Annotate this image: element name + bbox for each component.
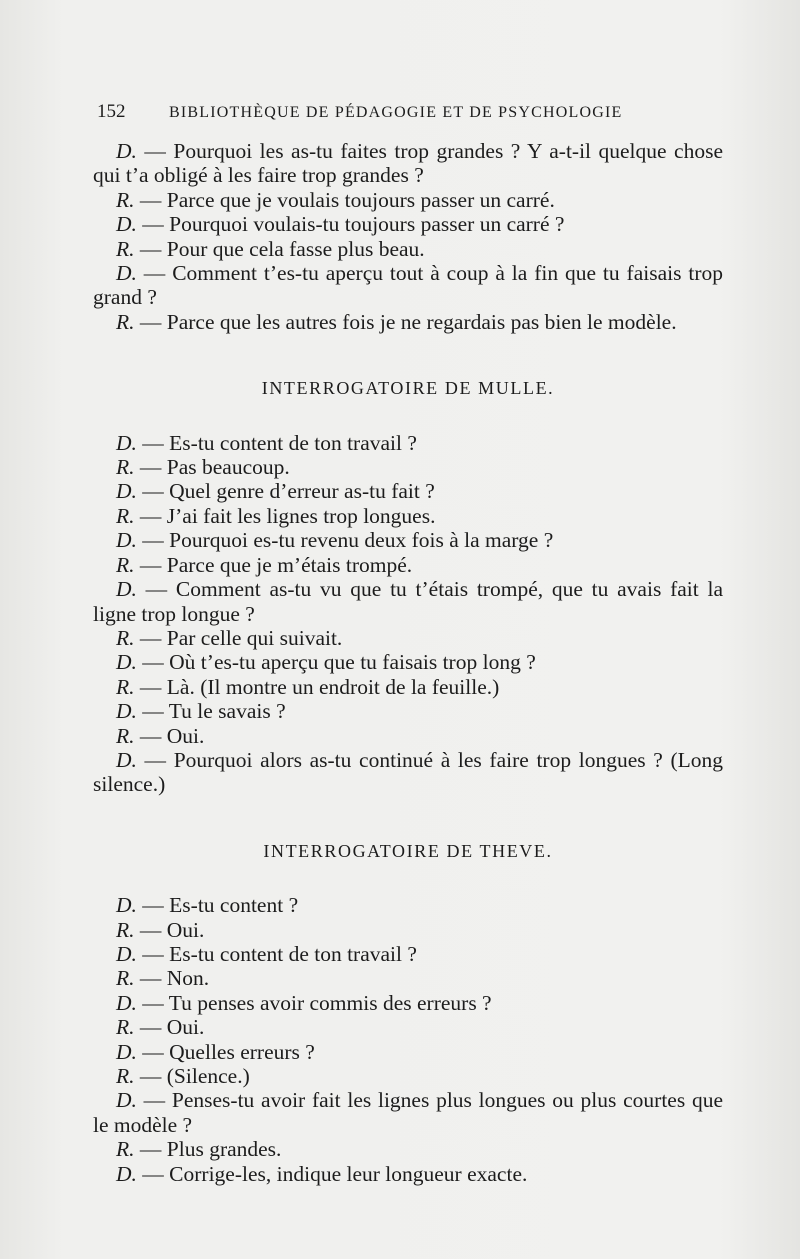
dialogue-line — [93, 261, 723, 310]
dialogue-line — [93, 748, 723, 797]
dialogue-line — [93, 139, 723, 188]
speaker-label: R. — [116, 917, 135, 942]
speaker-label: R. — [116, 723, 135, 748]
speaker-label: D. — [116, 1088, 137, 1113]
dialogue-line — [93, 675, 723, 699]
speaker-label: D. — [116, 261, 137, 286]
dialogue-line — [93, 431, 723, 455]
dialogue-text: — Tu penses avoir commis des erreurs ? — [136, 990, 492, 1015]
dialogue-line — [93, 479, 723, 503]
speaker-label: D. — [116, 699, 137, 724]
dialogue-line — [93, 1162, 723, 1186]
dialogue-text: — Es-tu content de ton travail ? — [136, 941, 417, 966]
page-body — [93, 139, 723, 1186]
dialogue-line — [93, 528, 723, 552]
dialogue-text: — Parce que je voulais toujours passer un carré. — [134, 187, 555, 212]
dialogue-text: — Parce que je m’étais trompé. — [134, 552, 413, 577]
dialogue-text: — Là. (Il montre un endroit de la feuille.) — [134, 674, 500, 699]
dialogue-line — [93, 237, 723, 261]
dialogue-text: — Quelles erreurs ? — [136, 1039, 315, 1064]
dialogue-text: — Par celle qui suivait. — [134, 625, 343, 650]
dialogue-block-1 — [93, 139, 723, 334]
speaker-label: D. — [116, 1039, 137, 1064]
speaker-label: R. — [116, 1015, 135, 1040]
page-header — [97, 100, 657, 125]
dialogue-line — [93, 942, 723, 966]
section-title-theve: INTERROGATOIRE DE THEVE. — [263, 840, 553, 861]
dialogue-line — [93, 1064, 723, 1088]
dialogue-line — [93, 918, 723, 942]
speaker-label: R. — [116, 966, 135, 991]
dialogue-line — [93, 1088, 723, 1137]
dialogue-text: — Plus grandes. — [134, 1137, 282, 1162]
dialogue-text: — Comment as-tu vu que tu t’étais trompé, que tu avais fait la ligne trop longue ? — [93, 577, 723, 626]
dialogue-text: — Oui. — [134, 1015, 205, 1040]
dialogue-line — [93, 1137, 723, 1161]
speaker-label: R. — [116, 552, 135, 577]
speaker-label: R. — [116, 1064, 135, 1088]
dialogue-text: — Parce que les autres fois je ne regardais pas bien le modèle. — [134, 309, 677, 334]
dialogue-line — [93, 650, 723, 674]
dialogue-text: — Tu le savais ? — [136, 699, 286, 724]
dialogue-text: — Oui. — [134, 723, 205, 748]
speaker-label: R. — [116, 625, 135, 650]
dialogue-line — [93, 966, 723, 990]
speaker-label: D. — [116, 577, 137, 602]
dialogue-text: — Quel genre d’erreur as-tu fait ? — [136, 479, 435, 504]
dialogue-line — [93, 455, 723, 479]
dialogue-text: — Pourquoi les as-tu faites trop grandes ? Y a-t-il quelque chose qui t’a obligé à les faire trop grandes ? — [93, 139, 723, 188]
dialogue-line — [93, 991, 723, 1015]
dialogue-text: — Comment t’es-tu aperçu tout à coup à la fin que tu faisais trop grand ? — [93, 261, 723, 310]
dialogue-text: — Pourquoi alors as-tu continué à les faire trop longues ? (Long silence.) — [93, 747, 723, 797]
dialogue-line — [93, 553, 723, 577]
dialogue-text: — Penses-tu avoir fait les lignes plus longues ou plus courtes que le modèle ? — [93, 1088, 723, 1137]
dialogue-text: — Es-tu content de ton travail ? — [136, 430, 417, 455]
speaker-label: R. — [116, 187, 135, 212]
speaker-label: R. — [116, 1137, 135, 1162]
speaker-label: D. — [116, 650, 137, 675]
speaker-label: D. — [116, 139, 137, 163]
speaker-label: R. — [116, 236, 135, 261]
speaker-label: D. — [116, 990, 137, 1015]
dialogue-line — [93, 893, 723, 917]
page-number: 152 — [97, 101, 126, 122]
speaker-label: D. — [116, 747, 137, 772]
dialogue-line — [93, 310, 723, 334]
dialogue-text: — J’ai fait les lignes trop longues. — [134, 503, 436, 528]
dialogue-line — [93, 577, 723, 626]
dialogue-line — [93, 188, 723, 212]
speaker-label: R. — [116, 455, 135, 480]
dialogue-block-theve — [93, 893, 723, 1186]
speaker-label: D. — [116, 430, 137, 455]
speaker-label: D. — [116, 528, 137, 553]
dialogue-line — [93, 724, 723, 748]
running-title: BIBLIOTHÈQUE DE PÉDAGOGIE ET DE PSYCHOLOGIE — [169, 104, 623, 121]
speaker-label: D. — [116, 893, 137, 918]
dialogue-text: — Pourquoi voulais-tu toujours passer un carré ? — [136, 212, 565, 237]
dialogue-text: — (Silence.) — [134, 1064, 250, 1088]
dialogue-block-mulle — [93, 431, 723, 797]
dialogue-line — [93, 1040, 723, 1064]
speaker-label: D. — [116, 479, 137, 504]
dialogue-text: — Où t’es-tu aperçu que tu faisais trop long ? — [136, 650, 536, 675]
dialogue-text: — Es-tu content ? — [136, 893, 299, 918]
dialogue-text: — Pas beaucoup. — [134, 455, 290, 480]
dialogue-text: — Pourquoi es-tu revenu deux fois à la marge ? — [136, 528, 554, 553]
speaker-label: R. — [116, 309, 135, 334]
dialogue-text: — Corrige-les, indique leur longueur exacte. — [136, 1161, 528, 1186]
dialogue-line — [93, 1015, 723, 1039]
dialogue-text: — Non. — [134, 966, 210, 991]
dialogue-line — [93, 212, 723, 236]
speaker-label: D. — [116, 941, 137, 966]
dialogue-text: — Pour que cela fasse plus beau. — [134, 236, 425, 261]
speaker-label: R. — [116, 503, 135, 528]
dialogue-line — [93, 699, 723, 723]
speaker-label: D. — [116, 212, 137, 237]
dialogue-text: — Oui. — [134, 917, 205, 942]
dialogue-line — [93, 626, 723, 650]
speaker-label: R. — [116, 674, 135, 699]
speaker-label: D. — [116, 1161, 137, 1186]
section-title-mulle: INTERROGATOIRE DE MULLE. — [261, 378, 555, 399]
dialogue-line — [93, 504, 723, 528]
